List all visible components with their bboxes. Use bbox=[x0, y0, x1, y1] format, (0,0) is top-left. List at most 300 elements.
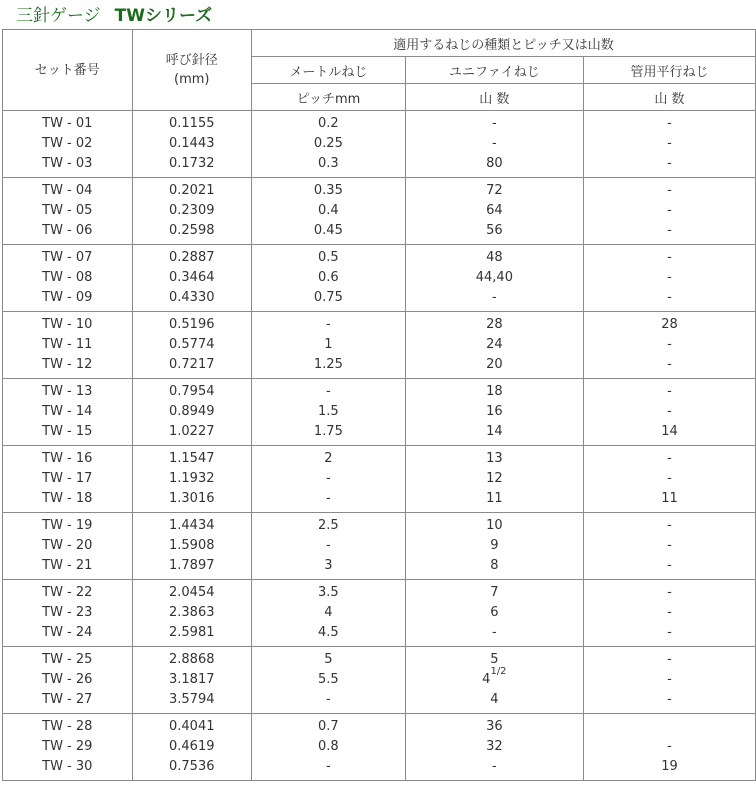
set-number-value bbox=[3, 603, 132, 623]
unified-threads-text: 24 bbox=[486, 337, 503, 352]
set-number-cell bbox=[3, 647, 133, 714]
unified-threads-text: 11 bbox=[486, 491, 503, 506]
metric-pitch-value bbox=[252, 335, 405, 355]
pipe-threads-cell bbox=[583, 312, 755, 379]
header-unified-threads-unit: 山 数 bbox=[405, 84, 583, 111]
pipe-threads-text: - bbox=[667, 605, 672, 620]
header-set-number: セット番号 bbox=[3, 30, 133, 111]
pipe-threads-text: - bbox=[667, 270, 672, 285]
set-number-value bbox=[3, 556, 132, 576]
set-number-value bbox=[3, 717, 132, 737]
pipe-threads-value bbox=[584, 469, 755, 489]
unified-threads-value bbox=[406, 355, 583, 375]
set-number-text: TW - 22 bbox=[42, 585, 93, 600]
unified-threads-value bbox=[406, 335, 583, 355]
unified-threads-value bbox=[406, 469, 583, 489]
diameter-value bbox=[133, 268, 251, 288]
metric-pitch-value bbox=[252, 670, 405, 690]
unified-threads-value bbox=[406, 516, 583, 536]
diameter-value bbox=[133, 717, 251, 737]
metric-pitch-text: 0.8 bbox=[318, 739, 339, 754]
unified-threads-value bbox=[406, 449, 583, 469]
diameter-value bbox=[133, 690, 251, 710]
diameter-value bbox=[133, 536, 251, 556]
unified-threads-cell bbox=[405, 446, 583, 513]
metric-pitch-text: 2 bbox=[324, 451, 333, 466]
metric-pitch-text: - bbox=[326, 317, 331, 332]
set-number-value bbox=[3, 690, 132, 710]
metric-pitch-text: 0.6 bbox=[318, 270, 339, 285]
set-number-text: TW - 20 bbox=[42, 538, 93, 553]
metric-pitch-value bbox=[252, 516, 405, 536]
metric-pitch-text: 0.3 bbox=[318, 156, 339, 171]
diameter-value bbox=[133, 516, 251, 536]
metric-pitch-text: 0.7 bbox=[318, 719, 339, 734]
unified-threads-value bbox=[406, 666, 583, 690]
set-number-text: TW - 05 bbox=[42, 203, 93, 218]
metric-pitch-text: - bbox=[326, 471, 331, 486]
set-number-value bbox=[3, 469, 132, 489]
diameter-value bbox=[133, 603, 251, 623]
diameter-text: 0.4041 bbox=[169, 719, 215, 734]
set-number-text: TW - 29 bbox=[42, 739, 93, 754]
unified-threads-text: 9 bbox=[490, 538, 499, 553]
diameter-value bbox=[133, 556, 251, 576]
unified-threads-cell bbox=[405, 111, 583, 178]
metric-pitch-cell bbox=[251, 580, 405, 647]
unified-threads-text: 36 bbox=[486, 719, 503, 734]
set-number-text: TW - 26 bbox=[42, 672, 93, 687]
pipe-threads-value bbox=[584, 623, 755, 643]
diameter-text: 2.0454 bbox=[169, 585, 215, 600]
set-number-text: TW - 08 bbox=[42, 270, 93, 285]
diameter-value bbox=[133, 221, 251, 241]
unified-threads-value bbox=[406, 315, 583, 335]
set-number-value bbox=[3, 114, 132, 134]
pipe-threads-value bbox=[584, 355, 755, 375]
pipe-threads-text: - bbox=[667, 250, 672, 265]
diameter-cell bbox=[132, 580, 251, 647]
unified-threads-text: 4 bbox=[482, 672, 491, 687]
pipe-threads-cell bbox=[583, 580, 755, 647]
diameter-text: 2.3863 bbox=[169, 605, 215, 620]
set-number-cell bbox=[3, 111, 133, 178]
unified-threads-value bbox=[406, 536, 583, 556]
diameter-value bbox=[133, 315, 251, 335]
pipe-threads-text: - bbox=[667, 203, 672, 218]
metric-pitch-text: 4 bbox=[324, 605, 333, 620]
diameter-value bbox=[133, 248, 251, 268]
diameter-text: 0.3464 bbox=[169, 270, 215, 285]
unified-threads-value bbox=[406, 134, 583, 154]
unified-threads-text: - bbox=[492, 625, 497, 640]
pipe-threads-value bbox=[584, 181, 755, 201]
metric-pitch-value bbox=[252, 489, 405, 509]
pipe-threads-value bbox=[584, 248, 755, 268]
set-number-text: TW - 02 bbox=[42, 136, 93, 151]
set-number-cell bbox=[3, 312, 133, 379]
metric-pitch-cell bbox=[251, 714, 405, 781]
set-number-text: TW - 01 bbox=[42, 116, 93, 131]
metric-pitch-cell bbox=[251, 513, 405, 580]
diameter-text: 0.8949 bbox=[169, 404, 215, 419]
title-series: TWシリーズ bbox=[114, 6, 213, 26]
metric-pitch-value bbox=[252, 583, 405, 603]
pipe-threads-cell bbox=[583, 245, 755, 312]
pipe-threads-value bbox=[584, 114, 755, 134]
unified-threads-cell bbox=[405, 647, 583, 714]
unified-threads-text: - bbox=[492, 759, 497, 774]
pipe-threads-value bbox=[584, 268, 755, 288]
metric-pitch-cell bbox=[251, 312, 405, 379]
set-number-cell bbox=[3, 178, 133, 245]
unified-threads-text: 18 bbox=[486, 384, 503, 399]
table-row-group bbox=[3, 379, 756, 446]
metric-pitch-value bbox=[252, 114, 405, 134]
pipe-threads-value bbox=[584, 201, 755, 221]
table-row-group bbox=[3, 245, 756, 312]
unified-threads-value bbox=[406, 248, 583, 268]
fraction-superscript: 1/2 bbox=[490, 666, 507, 677]
pipe-threads-cell bbox=[583, 379, 755, 446]
gauge-spec-table bbox=[2, 29, 756, 781]
diameter-text: 0.7217 bbox=[169, 357, 215, 372]
pipe-threads-text: - bbox=[667, 692, 672, 707]
set-number-value bbox=[3, 315, 132, 335]
unified-threads-text: - bbox=[492, 290, 497, 305]
set-number-text: TW - 03 bbox=[42, 156, 93, 171]
unified-threads-value bbox=[406, 623, 583, 643]
table-row-group bbox=[3, 312, 756, 379]
pipe-threads-value bbox=[584, 650, 755, 670]
pipe-threads-text: - bbox=[667, 652, 672, 667]
unified-threads-value bbox=[406, 221, 583, 241]
diameter-cell bbox=[132, 245, 251, 312]
diameter-text: 0.2021 bbox=[169, 183, 215, 198]
pipe-threads-text: - bbox=[667, 223, 672, 238]
metric-pitch-text: 1.25 bbox=[313, 357, 343, 372]
unified-threads-value bbox=[406, 603, 583, 623]
set-number-value bbox=[3, 737, 132, 757]
metric-pitch-cell bbox=[251, 111, 405, 178]
pipe-threads-cell bbox=[583, 647, 755, 714]
pipe-threads-text: - bbox=[667, 585, 672, 600]
metric-pitch-cell bbox=[251, 647, 405, 714]
diameter-value bbox=[133, 402, 251, 422]
unified-threads-text: 80 bbox=[486, 156, 503, 171]
diameter-text: 1.4434 bbox=[169, 518, 215, 533]
title-main: 三針ゲージ bbox=[16, 6, 101, 26]
unified-threads-cell bbox=[405, 312, 583, 379]
metric-pitch-value bbox=[252, 422, 405, 442]
unified-threads-text: 4 bbox=[490, 692, 499, 707]
pipe-threads-text: - bbox=[667, 471, 672, 486]
diameter-text: 1.3016 bbox=[169, 491, 215, 506]
metric-pitch-value bbox=[252, 650, 405, 670]
pipe-threads-value bbox=[584, 288, 755, 308]
header-diameter-unit: (mm) bbox=[174, 72, 210, 87]
diameter-cell bbox=[132, 513, 251, 580]
diameter-value bbox=[133, 489, 251, 509]
unified-threads-value bbox=[406, 583, 583, 603]
metric-pitch-text: - bbox=[326, 538, 331, 553]
pipe-threads-value bbox=[584, 449, 755, 469]
diameter-text: 1.0227 bbox=[169, 424, 215, 439]
metric-pitch-value bbox=[252, 402, 405, 422]
table-row-group bbox=[3, 580, 756, 647]
set-number-text: TW - 30 bbox=[42, 759, 93, 774]
diameter-value bbox=[133, 134, 251, 154]
pipe-threads-text: 11 bbox=[661, 491, 678, 506]
diameter-value bbox=[133, 469, 251, 489]
set-number-text: TW - 13 bbox=[42, 384, 93, 399]
metric-pitch-text: - bbox=[326, 692, 331, 707]
set-number-value bbox=[3, 536, 132, 556]
pipe-threads-text: - bbox=[667, 136, 672, 151]
diameter-cell bbox=[132, 178, 251, 245]
table-row-group bbox=[3, 714, 756, 781]
metric-pitch-value bbox=[252, 288, 405, 308]
pipe-threads-text: - bbox=[667, 357, 672, 372]
metric-pitch-text: 3.5 bbox=[318, 585, 339, 600]
pipe-threads-text: - bbox=[667, 558, 672, 573]
unified-threads-cell bbox=[405, 379, 583, 446]
table-row-group bbox=[3, 647, 756, 714]
pipe-threads-value bbox=[584, 690, 755, 710]
metric-pitch-value bbox=[252, 469, 405, 489]
metric-pitch-text: 4.5 bbox=[318, 625, 339, 640]
set-number-text: TW - 06 bbox=[42, 223, 93, 238]
set-number-text: TW - 25 bbox=[42, 652, 93, 667]
unified-threads-value bbox=[406, 556, 583, 576]
unified-threads-text: 8 bbox=[490, 558, 499, 573]
unified-threads-text: 64 bbox=[486, 203, 503, 218]
diameter-value bbox=[133, 382, 251, 402]
pipe-threads-text: - bbox=[667, 156, 672, 171]
unified-threads-text: 10 bbox=[486, 518, 503, 533]
unified-threads-text: 20 bbox=[486, 357, 503, 372]
pipe-threads-text: - bbox=[667, 116, 672, 131]
set-number-value bbox=[3, 268, 132, 288]
diameter-text: 0.4619 bbox=[169, 739, 215, 754]
unified-threads-text: 56 bbox=[486, 223, 503, 238]
diameter-cell bbox=[132, 312, 251, 379]
metric-pitch-text: 1.5 bbox=[318, 404, 339, 419]
unified-threads-text: - bbox=[492, 136, 497, 151]
metric-pitch-text: 0.45 bbox=[313, 223, 343, 238]
unified-threads-value bbox=[406, 382, 583, 402]
set-number-text: TW - 10 bbox=[42, 317, 93, 332]
set-number-value bbox=[3, 650, 132, 670]
diameter-text: 0.7536 bbox=[169, 759, 215, 774]
header-pitch-unit: ピッチmm bbox=[251, 84, 405, 111]
set-number-text: TW - 19 bbox=[42, 518, 93, 533]
diameter-text: 1.7897 bbox=[169, 558, 215, 573]
pipe-threads-text: - bbox=[667, 183, 672, 198]
set-number-text: TW - 15 bbox=[42, 424, 93, 439]
diameter-text: 3.1817 bbox=[169, 672, 215, 687]
set-number-value bbox=[3, 181, 132, 201]
table-row-group bbox=[3, 178, 756, 245]
metric-pitch-value bbox=[252, 355, 405, 375]
diameter-value bbox=[133, 670, 251, 690]
set-number-value bbox=[3, 154, 132, 174]
metric-pitch-text: 0.5 bbox=[318, 250, 339, 265]
metric-pitch-value bbox=[252, 382, 405, 402]
unified-threads-value bbox=[406, 690, 583, 710]
metric-pitch-value bbox=[252, 603, 405, 623]
unified-threads-value bbox=[406, 114, 583, 134]
set-number-text: TW - 24 bbox=[42, 625, 93, 640]
unified-threads-value bbox=[406, 268, 583, 288]
unified-threads-text: - bbox=[492, 116, 497, 131]
diameter-text: 2.8868 bbox=[169, 652, 215, 667]
pipe-threads-text: - bbox=[667, 739, 672, 754]
table-body bbox=[3, 111, 756, 781]
diameter-text: 0.1155 bbox=[169, 116, 215, 131]
unified-threads-text: 72 bbox=[486, 183, 503, 198]
header-diameter-label: 呼び針径 bbox=[165, 53, 218, 68]
metric-pitch-cell bbox=[251, 446, 405, 513]
pipe-threads-value bbox=[584, 556, 755, 576]
unified-threads-cell bbox=[405, 178, 583, 245]
diameter-value bbox=[133, 650, 251, 670]
set-number-value bbox=[3, 355, 132, 375]
unified-threads-value bbox=[406, 489, 583, 509]
pipe-threads-cell bbox=[583, 513, 755, 580]
metric-pitch-text: 0.35 bbox=[313, 183, 343, 198]
pipe-threads-text: - bbox=[667, 404, 672, 419]
set-number-cell bbox=[3, 714, 133, 781]
unified-threads-value bbox=[406, 154, 583, 174]
unified-threads-value bbox=[406, 422, 583, 442]
diameter-text: 2.5981 bbox=[169, 625, 215, 640]
diameter-cell bbox=[132, 647, 251, 714]
pipe-threads-text: - bbox=[667, 337, 672, 352]
pipe-threads-text: - bbox=[667, 384, 672, 399]
set-number-cell bbox=[3, 379, 133, 446]
metric-pitch-value bbox=[252, 536, 405, 556]
metric-pitch-text: - bbox=[326, 491, 331, 506]
metric-pitch-value bbox=[252, 737, 405, 757]
metric-pitch-value bbox=[252, 556, 405, 576]
set-number-value bbox=[3, 382, 132, 402]
pipe-threads-cell bbox=[583, 178, 755, 245]
set-number-value bbox=[3, 422, 132, 442]
pipe-threads-text: 19 bbox=[661, 759, 678, 774]
set-number-text: TW - 12 bbox=[42, 357, 93, 372]
unified-threads-value bbox=[406, 201, 583, 221]
header-applicable-threads: 適用するねじの種類とピッチ又は山数 bbox=[251, 30, 755, 57]
metric-pitch-text: 0.2 bbox=[318, 116, 339, 131]
metric-pitch-value bbox=[252, 134, 405, 154]
pipe-threads-cell bbox=[583, 446, 755, 513]
metric-pitch-value bbox=[252, 268, 405, 288]
set-number-text: TW - 28 bbox=[42, 719, 93, 734]
diameter-text: 0.1443 bbox=[169, 136, 215, 151]
metric-pitch-value bbox=[252, 449, 405, 469]
diameter-text: 3.5794 bbox=[169, 692, 215, 707]
unified-threads-text: 32 bbox=[486, 739, 503, 754]
header-unified: ユニファイねじ bbox=[405, 57, 583, 84]
unified-threads-text: 7 bbox=[490, 585, 499, 600]
set-number-text: TW - 04 bbox=[42, 183, 93, 198]
pipe-threads-text: - bbox=[667, 538, 672, 553]
unified-threads-value bbox=[406, 737, 583, 757]
set-number-text: TW - 09 bbox=[42, 290, 93, 305]
diameter-value bbox=[133, 583, 251, 603]
diameter-cell bbox=[132, 714, 251, 781]
diameter-text: 1.1547 bbox=[169, 451, 215, 466]
pipe-threads-value bbox=[584, 335, 755, 355]
set-number-text: TW - 18 bbox=[42, 491, 93, 506]
pipe-threads-text: - bbox=[667, 451, 672, 466]
metric-pitch-value bbox=[252, 757, 405, 777]
unified-threads-text: 14 bbox=[486, 424, 503, 439]
set-number-value bbox=[3, 402, 132, 422]
table-row-group bbox=[3, 446, 756, 513]
pipe-threads-text: 28 bbox=[661, 317, 678, 332]
header-pipe-threads-unit: 山 数 bbox=[583, 84, 755, 111]
table-row-group bbox=[3, 111, 756, 178]
pipe-threads-value bbox=[584, 737, 755, 757]
pipe-threads-value bbox=[584, 134, 755, 154]
pipe-threads-value bbox=[584, 315, 755, 335]
unified-threads-value bbox=[406, 717, 583, 737]
unified-threads-cell bbox=[405, 245, 583, 312]
set-number-cell bbox=[3, 580, 133, 647]
metric-pitch-text: 5 bbox=[324, 652, 333, 667]
pipe-threads-value bbox=[584, 382, 755, 402]
metric-pitch-value bbox=[252, 181, 405, 201]
metric-pitch-value bbox=[252, 717, 405, 737]
metric-pitch-value bbox=[252, 690, 405, 710]
set-number-value bbox=[3, 489, 132, 509]
metric-pitch-text: 1 bbox=[324, 337, 333, 352]
pipe-threads-value bbox=[584, 516, 755, 536]
set-number-value bbox=[3, 221, 132, 241]
metric-pitch-cell bbox=[251, 245, 405, 312]
unified-threads-text: 44,40 bbox=[475, 270, 513, 285]
diameter-value bbox=[133, 737, 251, 757]
diameter-text: 0.2887 bbox=[169, 250, 215, 265]
pipe-threads-value bbox=[584, 603, 755, 623]
set-number-value bbox=[3, 757, 132, 777]
pipe-threads-text: - bbox=[667, 625, 672, 640]
metric-pitch-value bbox=[252, 201, 405, 221]
set-number-text: TW - 14 bbox=[42, 404, 93, 419]
pipe-threads-cell bbox=[583, 111, 755, 178]
diameter-text: 1.1932 bbox=[169, 471, 215, 486]
set-number-text: TW - 11 bbox=[42, 337, 93, 352]
unified-threads-value bbox=[406, 288, 583, 308]
set-number-text: TW - 07 bbox=[42, 250, 93, 265]
pipe-threads-value bbox=[584, 422, 755, 442]
metric-pitch-text: 5.5 bbox=[318, 672, 339, 687]
table-header bbox=[3, 30, 756, 111]
page-title bbox=[16, 3, 212, 29]
pipe-threads-value bbox=[584, 670, 755, 690]
pipe-threads-value bbox=[584, 402, 755, 422]
diameter-value bbox=[133, 355, 251, 375]
unified-threads-text: 13 bbox=[486, 451, 503, 466]
set-number-value bbox=[3, 201, 132, 221]
set-number-value bbox=[3, 288, 132, 308]
metric-pitch-text: 0.25 bbox=[313, 136, 343, 151]
diameter-text: 0.4330 bbox=[169, 290, 215, 305]
pipe-threads-value bbox=[584, 154, 755, 174]
pipe-threads-value bbox=[584, 536, 755, 556]
